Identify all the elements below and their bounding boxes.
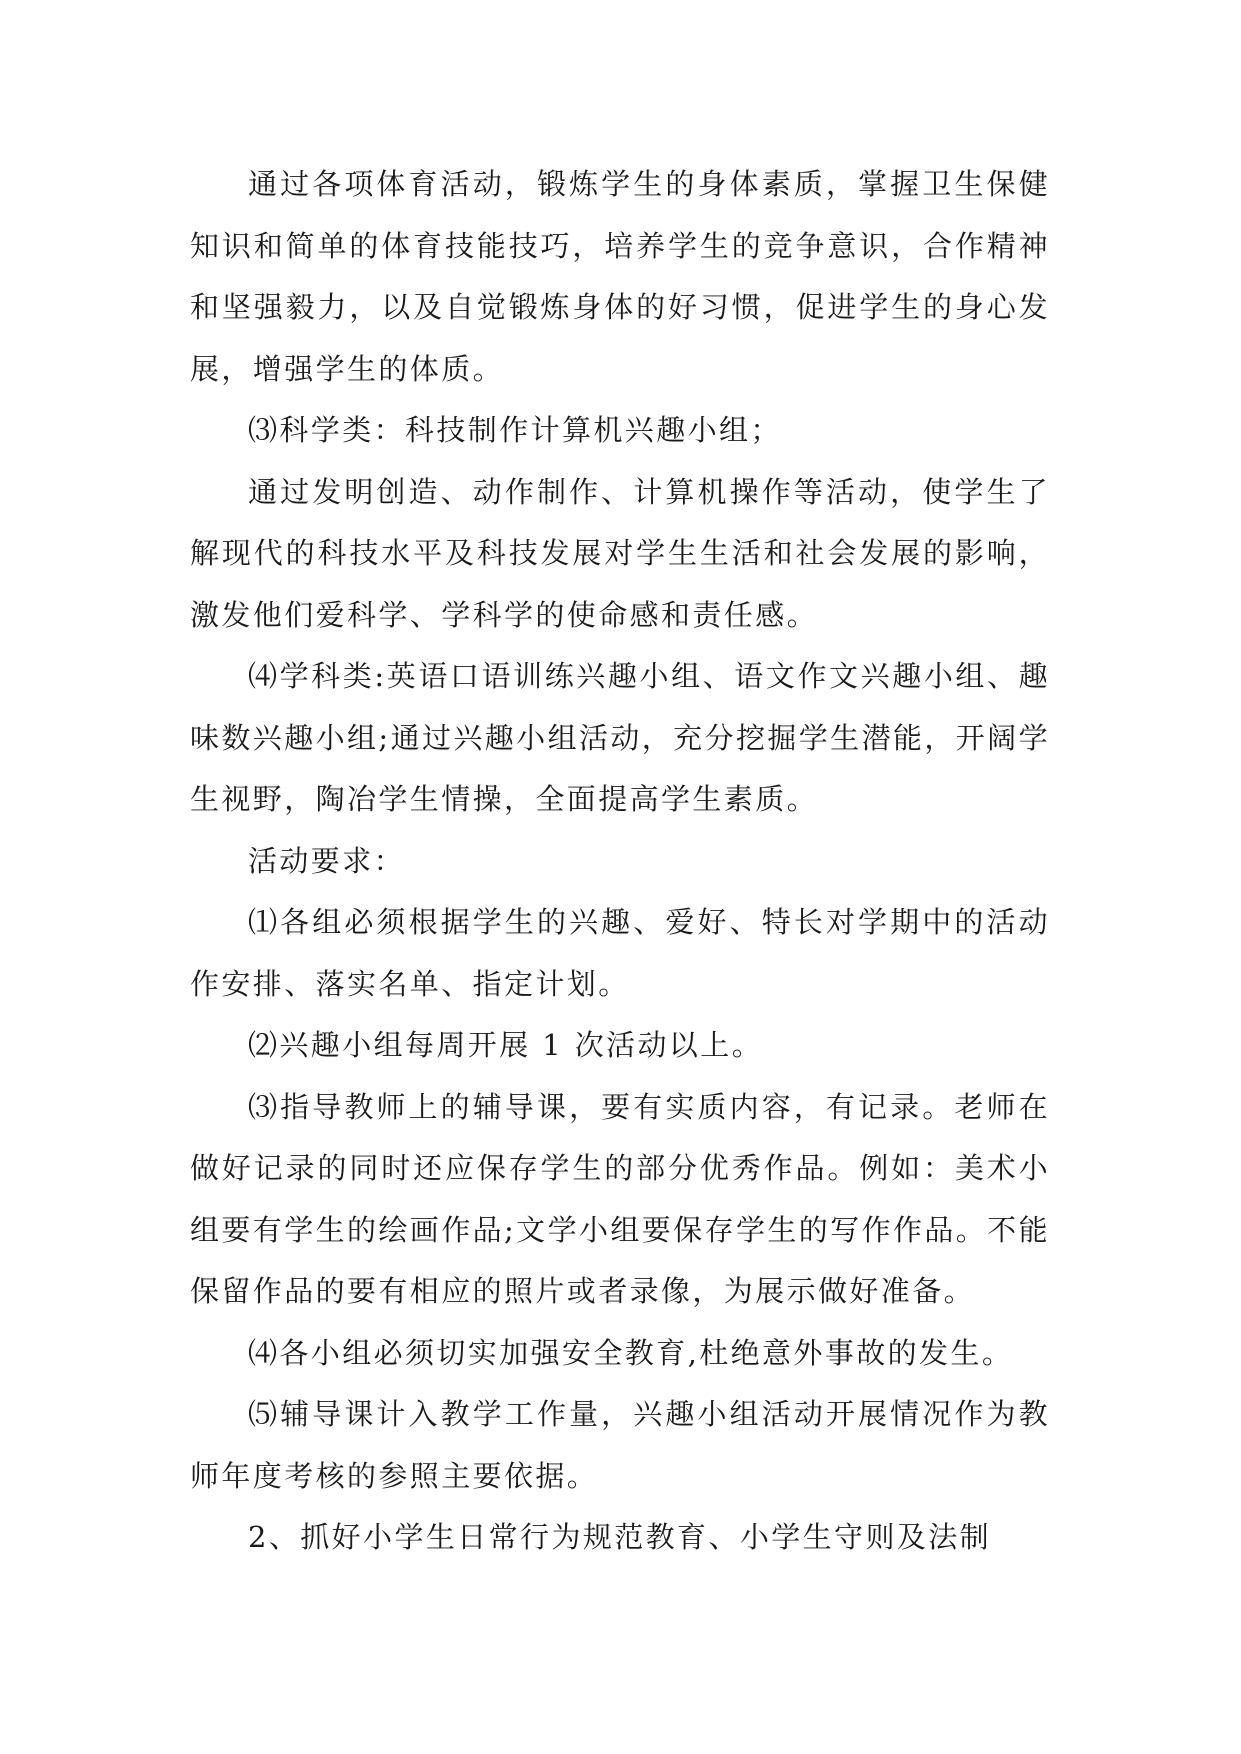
- paragraph-subject-category: ⑷学科类:英语口语训练兴趣小组、语文作文兴趣小组、趣味数兴趣小组;通过兴趣小组活动，充分挖掘学生潜能，开阔学生视野，陶冶学生情操，全面提高学生素质。: [190, 659, 1050, 816]
- paragraph-science-category: ⑶科学类：科技制作计算机兴趣小组；: [248, 413, 782, 447]
- paragraph-requirement-1: ⑴各组必须根据学生的兴趣、爱好、特长对学期中的活动作安排、落实名单、指定计划。: [190, 905, 1050, 1001]
- paragraph-science-goals: 通过发明创造、动作制作、计算机操作等活动，使学生了解现代的科技水平及科技发展对学生生活和社会发展的影响，激发他们爱科学、学科学的使命感和责任感。: [190, 474, 1050, 632]
- paragraph-section-2: 2、抓好小学生日常行为规范教育、小学生守则及法制: [248, 1520, 992, 1554]
- paragraph-requirement-5: ⑸辅导课计入教学工作量，兴趣小组活动开展情况作为教师年度考核的参照主要依据。: [190, 1397, 1050, 1493]
- paragraph-requirement-3: ⑶指导教师上的辅导课，要有实质内容，有记录。老师在做好记录的同时还应保存学生的部分优秀作品。例如：美术小组要有学生的绘画作品;文学小组要保存学生的写作作品。不能保留作品的要有相应的照片或者录像，为展示做好准备。: [190, 1089, 1050, 1308]
- paragraph-requirement-4: ⑷各小组必须切实加强安全教育,杜绝意外事故的发生。: [248, 1335, 1014, 1370]
- document-body: [190, 154, 1050, 1569]
- paragraph-requirement-2: ⑵兴趣小组每周开展 1 次活动以上。: [248, 1028, 764, 1062]
- paragraph-sports-activities: 通过各项体育活动，锻炼学生的身体素质，掌握卫生保健知识和简单的体育技能技巧，培养学生的竞争意识，合作精神和坚强毅力，以及自觉锻炼身体的好习惯，促进学生的身心发展，增强学生的体质。: [190, 167, 1050, 386]
- paragraph-activity-requirements-heading: 活动要求：: [248, 843, 406, 878]
